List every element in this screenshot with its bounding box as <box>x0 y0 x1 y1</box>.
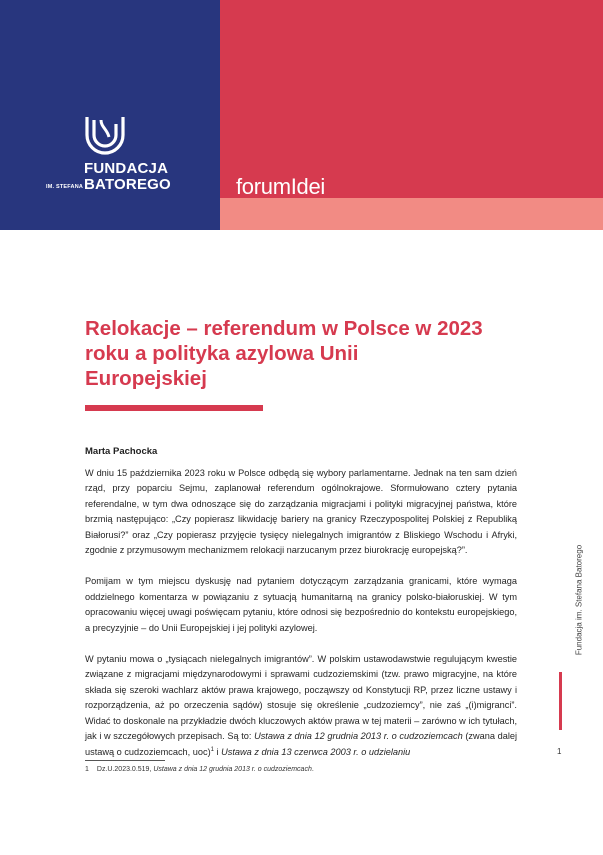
author-name: Marta Pachocka <box>85 446 158 457</box>
sidebar-label-text: Fundacja im. Stefana Batorego <box>574 544 584 656</box>
paragraph-3-act-title-1: Ustawa z dnia 12 grudnia 2013 r. o cudzoziemcach <box>254 731 463 742</box>
logo-text-fundacja: FUNDACJA <box>84 160 169 177</box>
footnote-text: Dz.U.2023.0.519, <box>96 766 154 773</box>
logo-text-im-stefana: IM. STEFANA <box>46 184 84 190</box>
sidebar-vertical-label <box>572 540 586 660</box>
logo-text-batorego-row <box>46 177 176 195</box>
header-pink-strip <box>220 198 603 230</box>
footnote-divider <box>85 760 165 761</box>
paragraph-3-text-a: W pytaniu mowa o „tysiącach nielegalnych imigrantów”. W polskim ustawodawstwie regulującym kwestie związane z migracjami międzynarodowymi i sprawami cudzoziemskimi (tzw. prawo migracyjne, na które składa się szeroki wachlarz aktów prawa krajowego, począwszy od Konstytucji RP, przez liczne ustawy i rozporządzenia, aż po orzeczenia sądów) stosuje się określenie „cudzoziemcy”, nie zaś „(i)migranci”. Widać to doskonale na przykładzie dwóch kluczowych aktów prawa w tej materii – zarówno w ich tytułach, jak i w szczegółowych przepisach. Są to: <box>85 654 517 742</box>
document-body <box>85 466 517 776</box>
paragraph-3-act-title-2: Ustawa z dnia 13 czerwca 2003 r. o udzielaniu <box>221 746 411 757</box>
footnote-number: 1 <box>85 766 89 773</box>
brand-forumidei: forumIdei <box>236 174 326 199</box>
document-title: Relokacje – referendum w Polsce w 2023 roku a polityka azylowa Unii Europejskiej <box>85 317 483 390</box>
paragraph-3-text-c: i <box>213 746 222 757</box>
paragraph-2: Pomijam w tym miejscu dyskusję nad pytaniem dotyczącym zarządzania granicami, które wymaga oddzielnego komentarza w powiązaniu z sytuacją humanitarną na granicy polsko-białoruskiej. W tym opracowaniu więcej uwagi poświęcam pytaniu, które odnosi się bezpośrednio do kontekstu europejskiego, a precyzyjnie – do Unii Europejskiej i jej polityki azylowej. <box>85 576 517 633</box>
logo-text-batorego: BATOREGO <box>84 176 171 193</box>
foundation-logo-icon <box>83 115 127 159</box>
header-red-block <box>220 0 603 198</box>
footnote-1 <box>85 766 314 773</box>
paragraph-3 <box>85 652 517 760</box>
paragraph-3-text-b: (zwana dalej ustawą o cudzoziemcach, uoc) <box>85 731 518 757</box>
footnote-act-title: Ustawa z dnia 12 grudnia 2013 r. o cudzoziemcach <box>153 766 312 773</box>
title-underline <box>85 405 263 411</box>
footnote-reference-1[interactable]: 1 <box>210 746 214 753</box>
footnote-end: . <box>311 766 314 773</box>
page-number: 1 <box>557 747 562 756</box>
paragraph-1: W dniu 15 października 2023 roku w Polsce odbędą się wybory parlamentarne. Jednak na ten sam dzień rząd, przy poparciu Sejmu, zaplanował referendum ogólnokrajowe. Sformułowano cztery pytania referendalne, w tym dwa odnoszące się do zarządzania migracjami i polityki migracyjnej państwa, które brzmią następująco: „Czy popierasz likwidację bariery na granicy Rzeczypospolitej Polskiej z Republiką Białorusi?” oraz „Czy popierasz przyjęcie tysięcy nielegalnych imigrantów z Bliskiego Wschodu i Afryki, zgodnie z przymusowym mechanizmem relokacji narzucanym przez biurokrację europejską?”. <box>85 468 517 556</box>
sidebar-accent-bar <box>559 672 562 730</box>
